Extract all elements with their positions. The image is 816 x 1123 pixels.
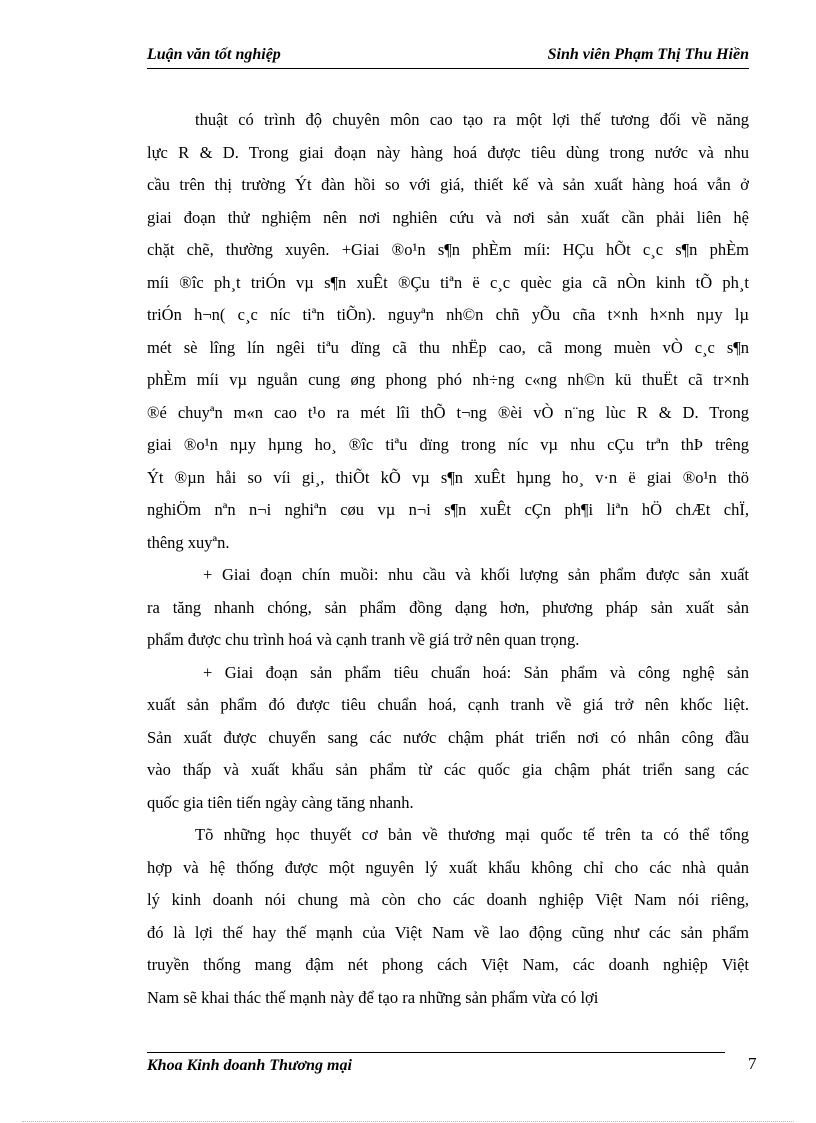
paragraph-3-line: + Giai đoạn sản phẩm tiêu chuẩn hoá: Sản phẩm và công nghệ sản bbox=[203, 662, 749, 682]
page-number: 7 bbox=[748, 1054, 757, 1073]
paragraph-1-line: giai ®o¹n nµy hµng ho¸ ®îc tiªu dïng trong níc vµ nhu cÇu trªn thÞ trêng bbox=[147, 435, 749, 454]
paragraph-1-line: giai đoạn thử nghiệm nên nơi nghiên cứu và nơi sản xuất cần phải liên hệ bbox=[147, 207, 749, 227]
page-bottom-edge bbox=[22, 1121, 794, 1122]
paragraph-4-line: Tõ những học thuyết cơ bản về thương mại quốc tế trên ta có thể tổng bbox=[195, 825, 749, 844]
footer-faculty: Khoa Kinh doanh Thương mại bbox=[147, 1057, 352, 1074]
header-divider bbox=[147, 68, 749, 69]
paragraph-1-line: triÓn h¬n( c¸c níc tiªn tiÕn). nguyªn nh©n chñ yÕu cña t×nh h×nh nµy lµ bbox=[147, 305, 749, 324]
paragraph-1-line: thuật có trình độ chuyên môn cao tạo ra một lợi thế tương đối về năng bbox=[195, 110, 749, 129]
document-body bbox=[147, 104, 749, 1014]
paragraph-2-line: + Giai đoạn chín muồi: nhu cầu và khối lượng sản phẩm được sản xuất bbox=[203, 565, 749, 584]
paragraph-1-line: lực R & D. Trong giai đoạn này hàng hoá được tiêu dùng trong nước và nhu bbox=[147, 142, 749, 162]
paragraph-3-line: vào thấp và xuất khẩu sản phẩm từ các quốc gia chậm phát triển sang các bbox=[147, 760, 749, 779]
footer-divider bbox=[147, 1052, 725, 1053]
paragraph-4-line: Nam sẽ khai thác thế mạnh này để tạo ra những sản phẩm vừa có lợi bbox=[147, 987, 599, 1007]
paragraph-2-line: ra tăng nhanh chóng, sản phẩm đồng dạng hơn, phương pháp sản xuất sản bbox=[147, 597, 749, 617]
paragraph-1-line: cầu trên thị trường Ýt đàn hồi so với giá, thiết kế và sản xuất hàng hoá vẫn ở bbox=[147, 175, 749, 194]
paragraph-4-line: hợp và hệ thống được một nguyên lý xuất khẩu không chỉ cho các nhà quản bbox=[147, 857, 749, 877]
paragraph-1-line: ®é chuyªn m«n cao t¹o ra mét lîi thÕ t¬ng ®èi vÒ n¨ng lùc R & D. Trong bbox=[147, 402, 749, 422]
paragraph-3-line: xuất sản phẩm đó được tiêu chuẩn hoá, cạnh tranh về giá trở nên khốc liệt. bbox=[147, 695, 749, 714]
paragraph-1-line: míi ®îc ph¸t triÓn vµ s¶n xuÊt ®Çu tiªn ë c¸c quèc gia cã nÒn kinh tÕ ph¸t bbox=[147, 272, 749, 292]
paragraph-4-line: lý kinh doanh nói chung mà còn cho các doanh nghiệp Việt Nam nói riêng, bbox=[147, 890, 749, 909]
paragraph-3-line: quốc gia tiên tiến ngày càng tăng nhanh. bbox=[147, 792, 414, 812]
header-right-author: Sinh viên Phạm Thị Thu Hiền bbox=[547, 46, 749, 63]
paragraph-1-line: chặt chẽ, thường xuyên. +Giai ®o¹n s¶n phÈm míi: HÇu hÕt c¸c s¶n phÈm bbox=[147, 240, 749, 259]
paragraph-3-line: Sản xuất được chuyển sang các nước chậm phát triển nơi có nhân công đầu bbox=[147, 727, 749, 747]
paragraph-1-line: thêng xuyªn. bbox=[147, 532, 230, 552]
paragraph-1-line: nghiÖm nªn n¬i nghiªn cøu vµ n¬i s¶n xuÊt cÇn ph¶i liªn hÖ chÆt chÏ, bbox=[147, 500, 749, 519]
paragraph-2-line: phẩm được chu trình hoá và cạnh tranh về giá trở nên quan trọng. bbox=[147, 630, 580, 649]
paragraph-1-line: mét sè lîng lín ngêi tiªu dïng cã thu nhËp cao, cã mong muèn vÒ c¸c s¶n bbox=[147, 337, 749, 357]
paragraph-4-line: đó là lợi thế hay thế mạnh của Việt Nam về lao động cũng như các sản phẩm bbox=[147, 922, 749, 942]
paragraph-1-line: phÈm míi vµ nguån cung øng phong phó nh÷ng c«ng nh©n kü thuËt cã tr×nh bbox=[147, 370, 749, 389]
paragraph-4-line: truyền thống mang đậm nét phong cách Việt Nam, các doanh nghiệp Việt bbox=[147, 955, 749, 974]
header-left-title: Luận văn tốt nghiệp bbox=[147, 46, 281, 63]
page-header bbox=[147, 46, 749, 68]
paragraph-1-line: Ýt ®µn håi so víi gi¸, thiÕt kÕ vµ s¶n xuÊt hµng ho¸ v·n ë giai ®o¹n thö bbox=[147, 467, 749, 487]
